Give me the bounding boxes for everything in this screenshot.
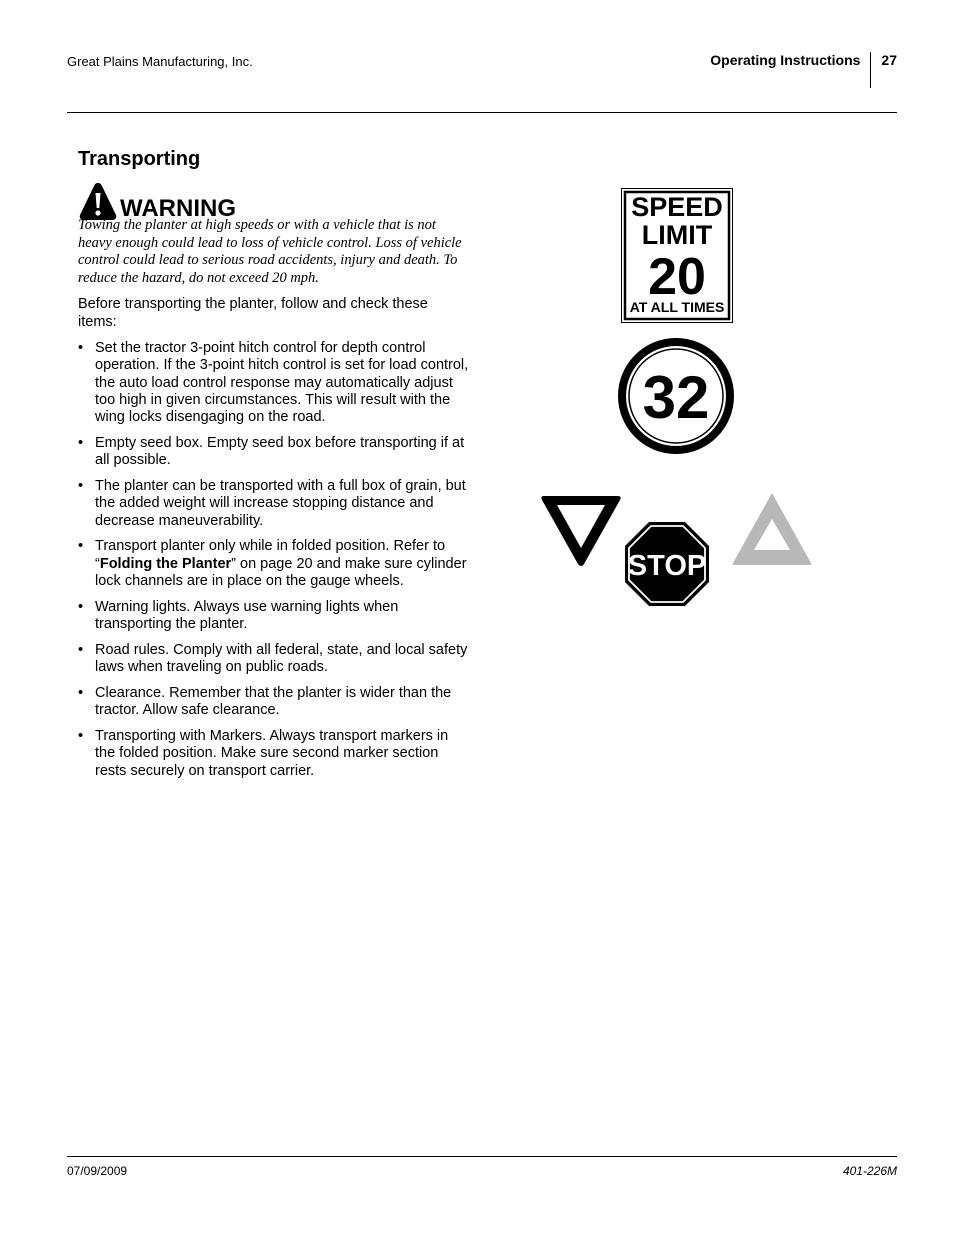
warning-label: WARNING: [120, 195, 236, 222]
stop-sign: [624, 521, 710, 612]
warning-heading: [78, 179, 470, 221]
header-company: Great Plains Manufacturing, Inc.: [67, 54, 253, 69]
yield-sign-icon: [539, 493, 623, 574]
intro-paragraph: Before transporting the planter, follow and check these items:: [78, 296, 428, 330]
header-rule: [67, 112, 897, 113]
speed-limit-line2: LIMIT: [641, 220, 713, 250]
list-item: • Empty seed box. Empty seed box before transporting if at all possible.: [78, 434, 465, 469]
warning-triangle-icon: [78, 181, 118, 221]
main-column: [78, 148, 470, 789]
header-right: [710, 52, 897, 88]
speed-limit-line1: SPEED: [631, 192, 723, 222]
list-item: • Road rules. Comply with all federal, state, and local safety laws when traveling on public roads.: [78, 641, 468, 676]
list-item: • Clearance. Remember that the planter is wider than the tractor. Allow safe clearance.: [78, 685, 452, 719]
header-page-number: 27: [881, 52, 897, 68]
section-title: Transporting: [78, 148, 201, 170]
header-section-title: Operating Instructions: [710, 52, 871, 88]
list-item: • Warning lights. Always use warning lights when transporting the planter.: [78, 598, 399, 633]
stop-sign-text: STOP: [627, 550, 707, 582]
list-item: • Transport planter only while in folded position. Refer to “Folding the Planter” on page 20 and make sure cylinder lock channels are in place on the gauge wheels.: [78, 538, 467, 590]
slow-moving-vehicle-icon: [731, 491, 813, 572]
list-item: • The planter can be transported with a full box of grain, but the added weight will increase stopping distance and decrease maneuverability.: [78, 478, 466, 529]
footer-date: 07/09/2009: [67, 1164, 128, 1178]
speed-limit-number: 20: [648, 248, 706, 306]
warning-text: Towing the planter at high speeds or with a vehicle that is not heavy enough could lead to loss of vehicle control. Loss of vehicle control could lead to serious road accidents, injury and death. To reduce the hazard, do not exceed 20 mph.: [78, 217, 462, 286]
list-item: • Set the tractor 3-point hitch control for depth control operation. If the 3-point hitch control is set for load control, the auto load control response may automatically adjust too high in given circumstances. This will result with the wing locks disengaging on the road.: [78, 340, 469, 426]
footer-rule: [67, 1156, 897, 1157]
transport-checklist: [78, 340, 470, 780]
speed-limit-sign: [621, 188, 733, 328]
speed-32-number: 32: [642, 364, 710, 431]
list-item: • Transporting with Markers. Always transport markers in the folded position. Make sure second marker section rests securely on transport carrier.: [78, 728, 449, 779]
speed-32-sign: [617, 337, 735, 460]
footer-doc-number: 401-226M: [842, 1164, 897, 1178]
cross-reference-link[interactable]: Folding the Planter: [99, 555, 232, 572]
speed-limit-line3: AT ALL TIMES: [629, 299, 725, 315]
